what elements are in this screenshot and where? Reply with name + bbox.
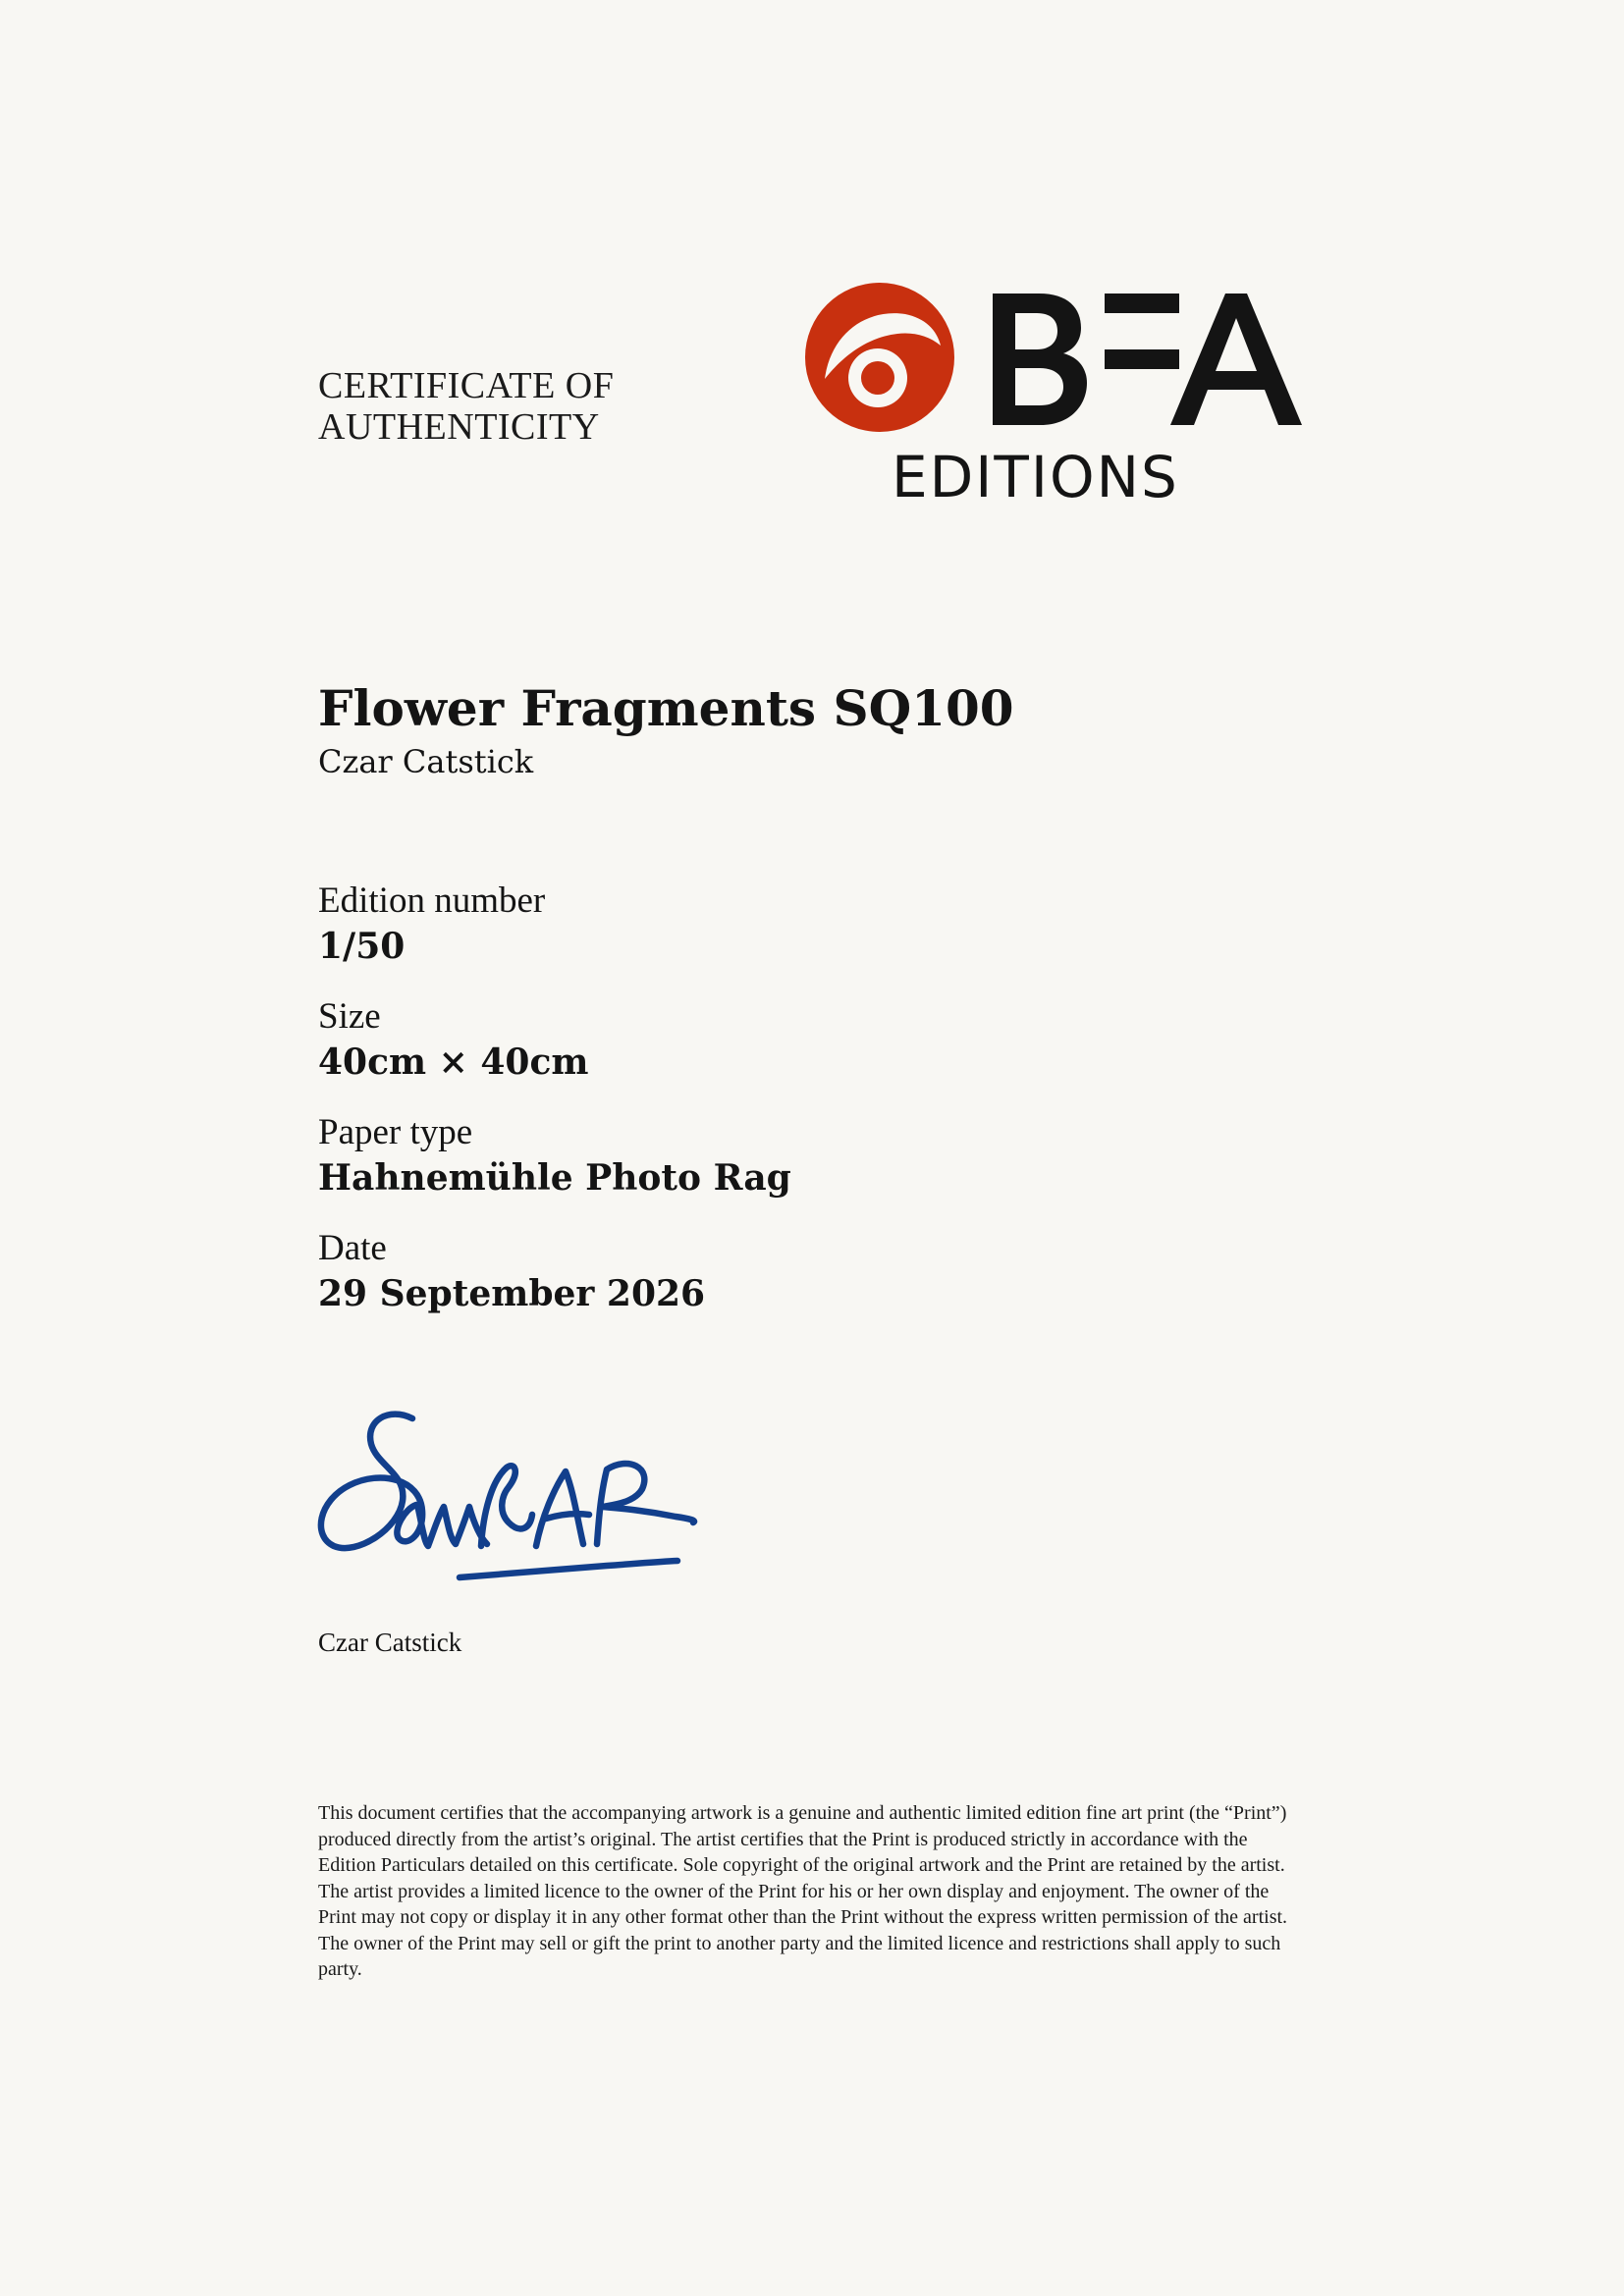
field-date bbox=[318, 1226, 791, 1316]
bfa-editions-logo bbox=[803, 279, 1314, 514]
heading-line-1: CERTIFICATE OF bbox=[318, 365, 615, 406]
artwork-artist: Czar Catstick bbox=[318, 743, 534, 780]
field-label: Edition number bbox=[318, 881, 546, 921]
field-value: Hahnemühle Photo Rag bbox=[318, 1157, 791, 1199]
legal-statement: This document certifies that the accompanying artwork is a genuine and authentic limited edition fine art print (the “Print”) produced directly from the artist’s original. The artist certifies that the Print is produced strictly in accordance with the Edition Particulars detailed on this certificate. Sole copyright of the original artwork and the Print are retained by the artist. The artist provides a limited licence to the owner of the Print for his or her own display and enjoyment. The owner of the Print may not copy or display it in any other format other than the Print without the express written permission of the artist. The owner of the Print may sell or gift the print to another party and the limited licence and restrictions shall apply to such party. bbox=[318, 1802, 1288, 1980]
field-label: Date bbox=[318, 1228, 387, 1268]
field-edition-number bbox=[318, 879, 791, 969]
logo-wordmark bbox=[993, 294, 1302, 425]
edition-particulars bbox=[318, 879, 791, 1342]
field-value: 40cm × 40cm bbox=[318, 1041, 589, 1083]
field-label: Paper type bbox=[318, 1112, 473, 1152]
artist-signature bbox=[312, 1399, 784, 1585]
field-value: 29 September 2026 bbox=[318, 1273, 706, 1314]
logo-subtitle: EDITIONS bbox=[892, 444, 1179, 510]
field-size bbox=[318, 994, 791, 1085]
field-value: 1/50 bbox=[318, 926, 406, 967]
artwork-title: Flower Fragments SQ100 bbox=[318, 679, 1014, 737]
artwork-header bbox=[318, 677, 1014, 783]
signer-name: Czar Catstick bbox=[318, 1628, 462, 1657]
field-label: Size bbox=[318, 996, 381, 1037]
eye-icon bbox=[805, 283, 954, 432]
heading-line-2: AUTHENTICITY bbox=[318, 406, 600, 448]
field-paper-type bbox=[318, 1110, 791, 1201]
certificate-heading bbox=[318, 365, 614, 448]
